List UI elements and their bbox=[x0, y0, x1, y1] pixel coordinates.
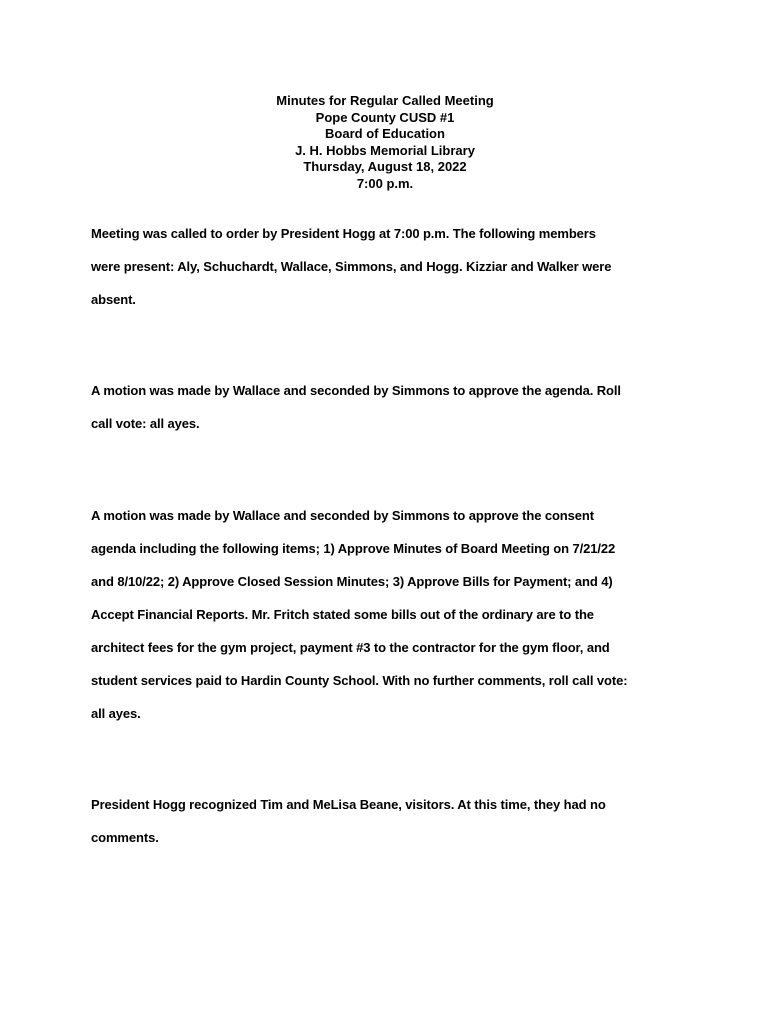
paragraph-consent-agenda bbox=[91, 508, 691, 739]
paragraph-line: all ayes. bbox=[91, 706, 141, 721]
paragraph-line: President Hogg recognized Tim and MeLisa Beane, visitors. At this time, they had no bbox=[91, 797, 606, 812]
header-time: 7:00 p.m. bbox=[356, 175, 414, 191]
header-title: Minutes for Regular Called Meeting bbox=[276, 93, 494, 108]
paragraph-line: absent. bbox=[91, 292, 136, 307]
paragraph-line: comments. bbox=[91, 830, 159, 845]
paragraph-line: A motion was made by Wallace and seconded by Simmons to approve the agenda. Roll bbox=[91, 383, 621, 398]
paragraph-call-to-order bbox=[91, 226, 691, 325]
paragraph-line: agenda including the following items; 1) Approve Minutes of Board Meeting on 7/21/22 bbox=[91, 541, 616, 556]
paragraph-line: and 8/10/22; 2) Approve Closed Session Minutes; 3) Approve Bills for Payment; and 4) bbox=[91, 574, 613, 589]
paragraph-line: student services paid to Hardin County School. With no further comments, roll call vote: bbox=[91, 673, 628, 688]
minutes-header bbox=[0, 93, 770, 193]
header-district: Pope County CUSD #1 bbox=[315, 109, 455, 125]
header-location: J. H. Hobbs Memorial Library bbox=[295, 142, 475, 158]
paragraph-visitors bbox=[91, 797, 691, 863]
paragraph-line: call vote: all ayes. bbox=[91, 416, 200, 431]
paragraph-line: A motion was made by Wallace and seconded by Simmons to approve the consent bbox=[91, 508, 594, 523]
paragraph-line: architect fees for the gym project, payment #3 to the contractor for the gym floor, and bbox=[91, 640, 610, 655]
paragraph-approve-agenda bbox=[91, 383, 691, 449]
header-date: Thursday, August 18, 2022 bbox=[303, 159, 467, 175]
header-board: Board of Education bbox=[325, 126, 445, 142]
paragraph-line: were present: Aly, Schuchardt, Wallace, Simmons, and Hogg. Kizziar and Walker were bbox=[91, 259, 612, 274]
paragraph-line: Accept Financial Reports. Mr. Fritch stated some bills out of the ordinary are to the bbox=[91, 607, 594, 622]
paragraph-line: Meeting was called to order by President Hogg at 7:00 p.m. The following members bbox=[91, 226, 596, 241]
